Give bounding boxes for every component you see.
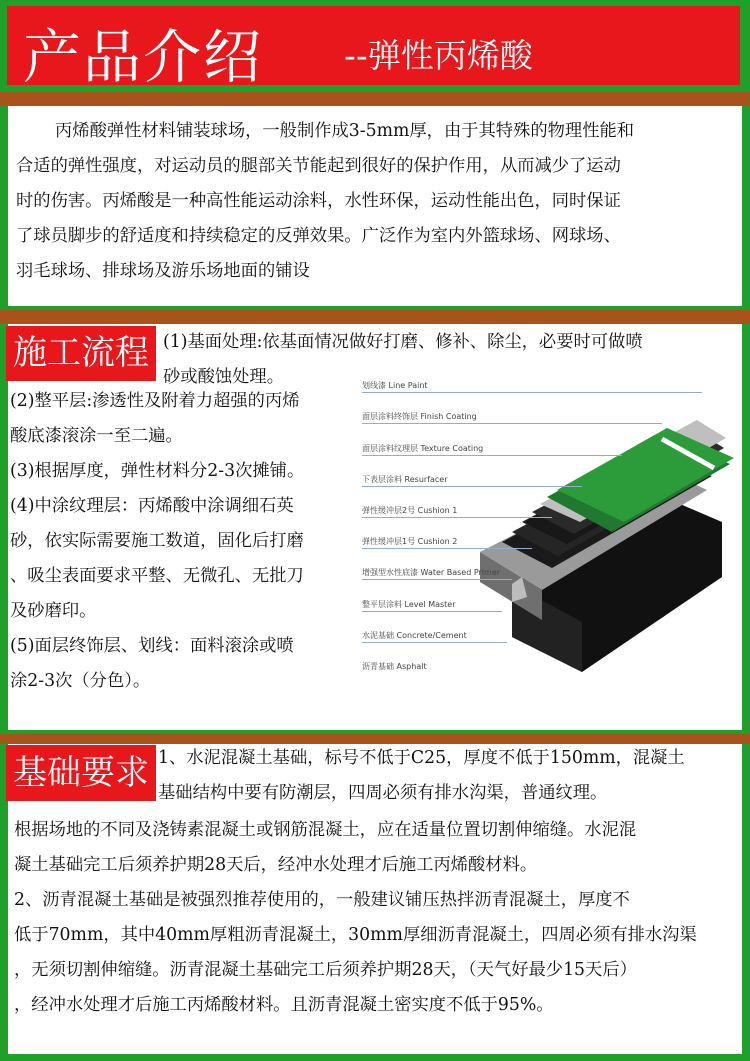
- foundation-line: 1、水泥混凝土基础，标号不低于C25，厚度不低于150mm，混凝土: [158, 748, 685, 768]
- layer-label: 整平层涂料 Level Master: [362, 600, 456, 609]
- layer-label: 水泥基础 Concrete/Cement: [362, 631, 467, 640]
- intro-paragraph: [8, 114, 742, 289]
- process-step-line: 砂，依实际需要施工数道，固化后打磨: [10, 531, 304, 551]
- intro-line: 了球员脚步的舒适度和持续稳定的反弹效果。广泛作为室内外篮球场、网球场、: [16, 226, 621, 246]
- layer-label: 划线漆 Line Paint: [362, 381, 428, 390]
- foundation-section-label: 基础要求: [6, 745, 156, 801]
- process-step-line: (1)基面处理:依基面情况做好打磨、修补、除尘，必要时可做喷: [163, 332, 643, 352]
- divider-bar: [0, 92, 750, 106]
- layer-label: 面层涂料纹理层 Texture Coating: [362, 444, 484, 453]
- divider-bar: [0, 310, 750, 324]
- process-step-line: 、吸尘表面要求平整、无微孔、无批刀: [10, 566, 304, 586]
- process-step-line: 涂2-3次（分色）。: [10, 671, 151, 691]
- page-title: 产品介绍: [23, 23, 264, 91]
- layer-label: 弹性缓冲层2号 Cushion 1: [362, 506, 458, 515]
- process-step-line: (4)中涂纹理层：丙烯酸中涂调细石英: [10, 496, 294, 516]
- layer-label: 增强型水性底漆 Water Based Primer: [362, 568, 501, 577]
- process-step-line: (2)整平层:渗透性及附着力超强的丙烯: [10, 391, 300, 411]
- intro-line: 丙烯酸弹性材料铺装球场，一般制作成3-5mm厚，由于其特殊的物理性能和: [55, 121, 635, 141]
- intro-panel: [8, 106, 742, 306]
- process-section-label: 施工流程: [6, 326, 156, 381]
- layer-label: 面层涂料终饰层 Finish Coating: [362, 412, 477, 421]
- leader-line: [362, 642, 507, 643]
- foundation-line: ，无须切割伸缩缝。沥青混凝土基础完工后须养护期28天，（天气好最少15天后）: [14, 960, 637, 980]
- foundation-line: ，经冲水处理才后施工丙烯酸材料。且沥青混凝土密实度不低于95%。: [14, 995, 554, 1015]
- process-step-line: 及砂磨印。: [10, 601, 97, 621]
- leader-line: [362, 392, 702, 393]
- process-step-line: 酸底漆滚涂一至二遍。: [10, 426, 183, 446]
- intro-line: 羽毛球场、排球场及游乐场地面的铺设: [16, 261, 310, 281]
- foundation-line: 根据场地的不同及浇铸素混凝土或钢筋混凝土，应在适量位置切割伸缩缝。水泥混: [14, 820, 637, 840]
- foundation-line: 低于70mm，其中40mm厚粗沥青混凝土，30mm厚细沥青混凝土，四周必须有排水沟渠: [14, 925, 697, 945]
- page-subtitle: --弹性丙烯酸: [344, 36, 533, 75]
- leader-line: [362, 486, 582, 487]
- title-banner: [7, 6, 740, 91]
- layer-label: 下表层涂料 Resurfacer: [362, 475, 448, 484]
- foundation-line: 基础结构中要有防潮层，四周必须有排水沟渠，普通纹理。: [158, 783, 608, 803]
- leader-line: [362, 517, 552, 518]
- process-step-line: 砂或酸蚀处理。: [163, 367, 284, 387]
- leader-line: [362, 455, 622, 456]
- intro-line: 合适的弹性强度，对运动员的腿部关节能起到很好的保护作用，从而减少了运动: [16, 156, 621, 176]
- process-step-line: (3)根据厚度，弹性材料分2-3次摊铺。: [10, 461, 305, 481]
- layer-label: 沥青基础 Asphalt: [362, 662, 427, 671]
- foundation-line: 凝土基础完工后须养护期28天后，经冲水处理才后施工丙烯酸材料。: [14, 855, 538, 875]
- process-step-line: (5)面层终饰层、划线：面料滚涂或喷: [10, 636, 294, 656]
- intro-line: 时的伤害。丙烯酸是一种高性能运动涂料，水性环保，运动性能出色，同时保证: [16, 191, 621, 211]
- leader-line: [362, 611, 502, 612]
- layer-label: 弹性缓冲层1号 Cushion 2: [362, 537, 458, 546]
- leader-line: [362, 423, 662, 424]
- leader-line: [362, 548, 532, 549]
- layer-structure-diagram: [362, 372, 735, 677]
- leader-line: [362, 579, 512, 580]
- foundation-line: 2、沥青混凝土基础是被强烈推荐使用的，一般建议铺压热拌沥青混凝土，厚度不: [14, 890, 630, 910]
